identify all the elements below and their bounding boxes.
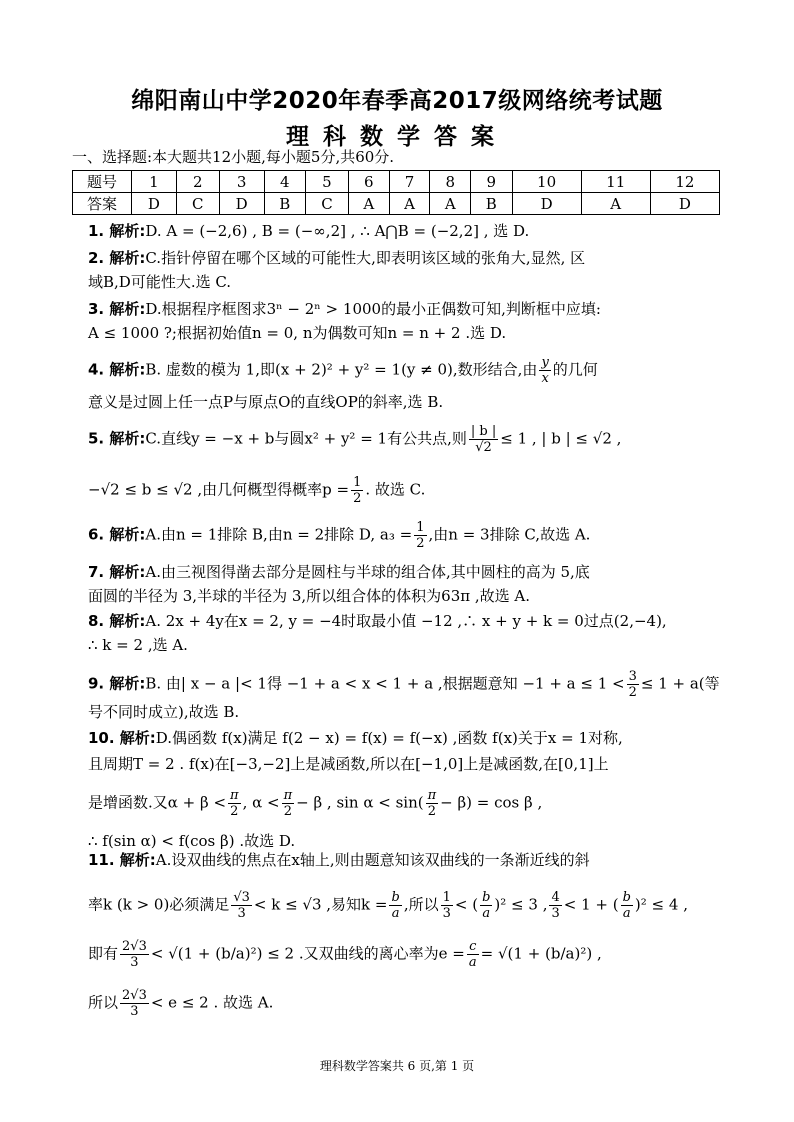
solution-text: 且周期T = 2 . f(x)在[−3,−2]上是减函数,所以在[−1,0]上是减函数,在[0,1]上 <box>88 755 609 773</box>
fraction: $\frac{\pi}{2}$ <box>283 788 293 819</box>
sqrt-expression: √(1 + (b/a)²) <box>168 944 263 963</box>
table-cell: 5 <box>305 171 348 193</box>
table-cell: D <box>512 193 581 215</box>
fraction: $\frac{√3}{3}$ <box>233 890 250 921</box>
fraction: $\frac{c}{a}$ <box>468 939 477 970</box>
solution-text: A.设双曲线的焦点在x轴上,则由题意知该双曲线的一条渐近线的斜 <box>155 851 590 869</box>
table-cell: 11 <box>581 171 650 193</box>
solution-text: = <box>480 944 494 963</box>
table-cell: C <box>305 193 348 215</box>
solution-1 <box>88 219 718 243</box>
solution-label: 2. 解析: <box>88 249 146 267</box>
solution-10 <box>88 726 718 853</box>
fraction: $\frac{4}{3}$ <box>551 890 560 921</box>
solution-text: B. 虚数的模为 1,即(x + 2)² + y² = 1(y ≠ 0),数形结合,由 <box>145 360 538 379</box>
solution-11 <box>88 848 718 1019</box>
solution-text: 的几何 <box>552 360 598 379</box>
solution-label: 5. 解析: <box>88 429 146 448</box>
table-header-cell: 题号 <box>73 171 132 193</box>
answer-table <box>72 170 720 215</box>
table-cell: 3 <box>219 171 264 193</box>
solution-text: A ≤ 1000 ?;根据初始值n = 0, n为偶数可知n = n + 2 .选 D. <box>88 324 507 342</box>
solution-text: 所以 <box>88 993 119 1012</box>
table-cell: D <box>219 193 264 215</box>
solution-text: C.直线y = −x + b与圆x² + y² = 1有公共点,则 <box>145 429 467 448</box>
fraction: $\frac{| b |}{√2}$ <box>470 424 497 455</box>
solution-text: − β) = cos β , <box>440 793 543 812</box>
solution-text: < e ≤ 2 . 故选 A. <box>150 993 274 1012</box>
table-cell: 2 <box>176 171 219 193</box>
solution-text: 域B,D可能性大.选 C. <box>88 273 232 291</box>
solution-text: ≤ 1 , | b | ≤ √2 , <box>500 429 622 448</box>
solution-text: −√2 ≤ b ≤ √2 ,由几何概型得概率p = <box>88 480 350 499</box>
fraction: $\frac{b}{a}$ <box>391 890 400 921</box>
table-cell: A <box>348 193 389 215</box>
solution-8 <box>88 609 718 657</box>
solution-label: 7. 解析: <box>88 563 146 581</box>
solution-text: < ( <box>454 895 479 914</box>
table-cell: 12 <box>650 171 719 193</box>
solution-text: B. 由| x − a |< 1得 −1 + a < x < 1 + a ,根据题意知 −1 + a ≤ 1 < <box>145 674 625 693</box>
fraction: $\frac{2√3}{3}$ <box>122 988 147 1019</box>
table-cell: 9 <box>471 171 512 193</box>
table-cell: 4 <box>264 171 305 193</box>
fraction: $\frac{y}{x}$ <box>541 355 549 386</box>
solution-text: ,所以 <box>403 895 439 914</box>
solution-text: )² ≤ 4 , <box>634 895 688 914</box>
solution-text: − β , sin α < sin( <box>296 793 424 812</box>
solution-5 <box>88 424 718 506</box>
solution-text: A. 2x + 4y在x = 2, y = −4时取最小值 −12 ,∴ x + y + k = 0过点(2,−4), <box>145 612 667 630</box>
fraction: $\frac{1}{3}$ <box>442 890 451 921</box>
table-cell: 8 <box>430 171 471 193</box>
solution-label: 4. 解析: <box>88 360 146 379</box>
solution-text: ≤ 1 + a(等 <box>640 674 720 693</box>
table-cell: 7 <box>389 171 430 193</box>
table-cell: 6 <box>348 171 389 193</box>
table-cell: 10 <box>512 171 581 193</box>
solution-text: 率k (k > 0)必须满足 <box>88 895 230 914</box>
solution-text: 即有 <box>88 944 119 963</box>
fraction: $\frac{b}{a}$ <box>622 890 631 921</box>
solution-4 <box>88 355 718 414</box>
table-cell: D <box>650 193 719 215</box>
sqrt-expression: √(1 + (b/a)²) , <box>497 944 602 963</box>
solution-text: C.指针停留在哪个区域的可能性大,即表明该区域的张角大,显然, 区 <box>145 249 586 267</box>
solution-text: . 故选 C. <box>365 480 426 499</box>
fraction: $\frac{1}{2}$ <box>353 475 362 506</box>
solution-label: 9. 解析: <box>88 674 146 693</box>
solution-text: A.由n = 1排除 B,由n = 2排除 D, a₃ = <box>145 525 413 544</box>
solution-9 <box>88 669 718 724</box>
solution-text: D.根据程序框图求3ⁿ − 2ⁿ > 1000的最小正偶数可知,判断框中应填: <box>145 300 601 318</box>
page-title: 绵阳南山中学2020年春季高2017级网络统考试题 <box>131 88 663 114</box>
table-cell: B <box>471 193 512 215</box>
table-header-cell: 答案 <box>73 193 132 215</box>
solution-label: 8. 解析: <box>88 612 146 630</box>
solution-text: < 1 + ( <box>563 895 619 914</box>
section-heading: 一、选择题:本大题共12小题,每小题5分,共60分. <box>72 148 395 166</box>
fraction: $\frac{1}{2}$ <box>416 520 425 551</box>
solution-text: D. A = (−2,6) , B = (−∞,2] , ∴ A⋂B = (−2,2] , 选 D. <box>145 222 530 240</box>
table-cell: A <box>430 193 471 215</box>
solution-text: 面圆的半径为 3,半球的半径为 3,所以组合体的体积为63π ,故选 A. <box>88 587 531 605</box>
solution-label: 10. 解析: <box>88 729 156 747</box>
solution-text: ∴ f(sin α) < f(cos β) .故选 D. <box>88 832 296 850</box>
table-row <box>73 193 720 215</box>
solution-text: ≤ 2 .又双曲线的离心率为e = <box>267 944 465 963</box>
solution-text: 是增函数.又α + β < <box>88 793 227 812</box>
solution-label: 3. 解析: <box>88 300 146 318</box>
solution-label: 6. 解析: <box>88 525 146 544</box>
page-footer: 理科数学答案共 6 页,第 1 页 <box>319 1059 475 1073</box>
fraction: $\frac{b}{a}$ <box>482 890 491 921</box>
solution-text: )² ≤ 3 , <box>494 895 548 914</box>
solution-text: ,由n = 3排除 C,故选 A. <box>428 525 591 544</box>
solution-label: 1. 解析: <box>88 222 146 240</box>
table-cell: C <box>176 193 219 215</box>
solution-text: 号不同时成立),故选 B. <box>88 703 240 721</box>
solution-text: , α < <box>242 793 280 812</box>
table-cell: A <box>581 193 650 215</box>
table-cell: D <box>132 193 177 215</box>
fraction: $\frac{\pi}{2}$ <box>230 788 239 819</box>
fraction: $\frac{\pi}{2}$ <box>427 788 437 819</box>
fraction: $\frac{3}{2}$ <box>628 669 637 700</box>
solution-label: 11. 解析: <box>88 851 156 869</box>
solution-text: A.由三视图得凿去部分是圆柱与半球的组合体,其中圆柱的高为 5,底 <box>145 563 590 581</box>
page-subtitle: 理科数学答案 <box>286 124 508 150</box>
solution-text: D.偶函数 f(x)满足 f(2 − x) = f(x) = f(−x) ,函数 f(x)关于x = 1对称, <box>155 729 623 747</box>
fraction: $\frac{2√3}{3}$ <box>122 939 147 970</box>
solution-text: < <box>150 944 164 963</box>
solution-text: ∴ k = 2 ,选 A. <box>88 636 188 654</box>
table-row <box>73 171 720 193</box>
solution-3 <box>88 297 718 345</box>
solution-text: 意义是过圆上任一点P与原点O的直线OP的斜率,选 B. <box>88 393 444 411</box>
solution-6 <box>88 520 718 551</box>
table-cell: B <box>264 193 305 215</box>
solution-2 <box>88 246 718 294</box>
table-cell: A <box>389 193 430 215</box>
table-cell: 1 <box>132 171 177 193</box>
solution-text: < k ≤ √3 ,易知k = <box>253 895 388 914</box>
solution-7 <box>88 560 718 608</box>
